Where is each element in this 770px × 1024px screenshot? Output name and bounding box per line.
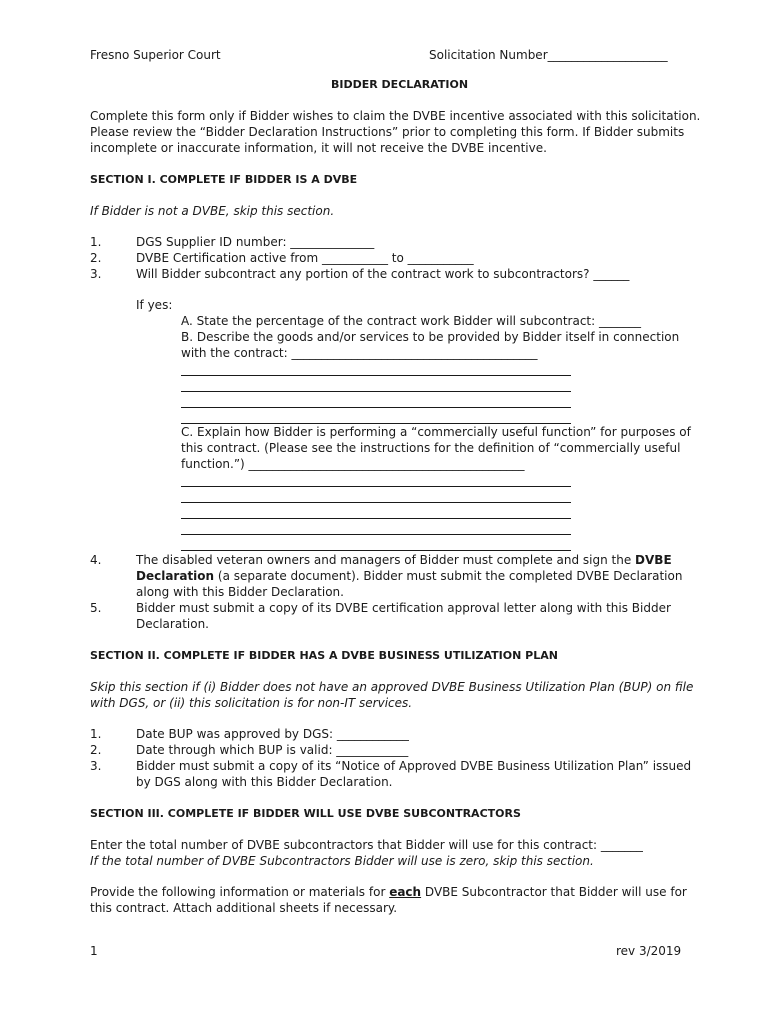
item4-text: The disabled veteran owners and managers of Bidder must complete and sign the DVBE: [136, 553, 672, 567]
intro-line: Please review the “Bidder Declaration Instructions” prior to completing this form. If Bidder submits: [90, 125, 685, 139]
intro-line: incomplete or inaccurate information, it will not receive the DVBE incentive.: [90, 141, 547, 155]
commercially-useful-label: C. Explain how Bidder is performing a “commercially useful function” for purposes of: [181, 425, 691, 439]
supplier-id-field[interactable]: DGS Supplier ID number: ______________: [136, 235, 375, 249]
court-name: Fresno Superior Court: [90, 48, 221, 62]
item4-text: along with this Bidder Declaration.: [136, 585, 344, 599]
provide-info-text: this contract. Attach additional sheets if necessary.: [90, 901, 398, 915]
answer-line[interactable]: [181, 550, 571, 551]
commercially-useful-label: this contract. (Please see the instructions for the definition of “commercially useful: [181, 441, 681, 455]
item-number: 5.: [90, 601, 102, 615]
section1-note: If Bidder is not a DVBE, skip this section.: [90, 204, 335, 218]
answer-line[interactable]: [181, 534, 571, 535]
certification-dates-field[interactable]: DVBE Certification active from ___________ to ___________: [136, 251, 474, 265]
solicitation-number: Solicitation Number____________________: [429, 48, 668, 62]
page-number: 1: [90, 944, 98, 958]
answer-line[interactable]: [181, 486, 571, 487]
section3-heading: SECTION III. COMPLETE IF BIDDER WILL USE DVBE SUBCONTRACTORS: [90, 807, 521, 820]
answer-line[interactable]: [181, 375, 571, 376]
item-number: 1.: [90, 727, 102, 741]
answer-line[interactable]: [181, 502, 571, 503]
item4-text: Declaration (a separate document). Bidder must submit the completed DVBE Declaration: [136, 569, 683, 583]
bup-notice-text: by DGS along with this Bidder Declaration.: [136, 775, 393, 789]
answer-line[interactable]: [181, 518, 571, 519]
describe-goods-label: B. Describe the goods and/or services to be provided by Bidder itself in connection: [181, 330, 680, 344]
intro-line: Complete this form only if Bidder wishes to claim the DVBE incentive associated with this solicitation.: [90, 109, 701, 123]
section2-note: with DGS, or (ii) this solicitation is for non-IT services.: [90, 696, 413, 710]
item5-text: Bidder must submit a copy of its DVBE certification approval letter along with this Bidder: [136, 601, 671, 615]
item-number: 3.: [90, 267, 102, 281]
revision-date: rev 3/2019: [616, 944, 682, 958]
answer-line[interactable]: [181, 391, 571, 392]
bup-approved-date-field[interactable]: Date BUP was approved by DGS: ____________: [136, 727, 409, 741]
provide-info-text: Provide the following information or materials for each DVBE Subcontractor that Bidder will use for: [90, 885, 687, 899]
section2-heading: SECTION II. COMPLETE IF BIDDER HAS A DVBE BUSINESS UTILIZATION PLAN: [90, 649, 558, 662]
subcontract-percentage-field[interactable]: A. State the percentage of the contract work Bidder will subcontract: _______: [181, 314, 641, 328]
bup-valid-date-field[interactable]: Date through which BUP is valid: ____________: [136, 743, 409, 757]
section2-note: Skip this section if (i) Bidder does not have an approved DVBE Business Utilization Plan (BUP) on file: [90, 680, 694, 694]
item-number: 2.: [90, 251, 102, 265]
section1-heading: SECTION I. COMPLETE IF BIDDER IS A DVBE: [90, 173, 358, 186]
page-title: BIDDER DECLARATION: [331, 78, 469, 91]
answer-line[interactable]: [181, 423, 571, 424]
item5-text: Declaration.: [136, 617, 209, 631]
commercially-useful-field[interactable]: function.”) ______________________________________________: [181, 457, 525, 471]
item-number: 3.: [90, 759, 102, 773]
subcontractor-count-field[interactable]: Enter the total number of DVBE subcontractors that Bidder will use for this contract: _______: [90, 838, 643, 852]
item-number: 1.: [90, 235, 102, 249]
describe-goods-field[interactable]: with the contract: _________________________________________: [181, 346, 538, 360]
answer-line[interactable]: [181, 407, 571, 408]
item-number: 2.: [90, 743, 102, 757]
subcontract-question-field[interactable]: Will Bidder subcontract any portion of the contract work to subcontractors? ______: [136, 267, 630, 281]
section3-note: If the total number of DVBE Subcontractors Bidder will use is zero, skip this section.: [90, 854, 594, 868]
if-yes-label: If yes:: [136, 298, 173, 312]
bup-notice-text: Bidder must submit a copy of its “Notice of Approved DVBE Business Utilization Plan” issued: [136, 759, 692, 773]
item-number: 4.: [90, 553, 102, 567]
